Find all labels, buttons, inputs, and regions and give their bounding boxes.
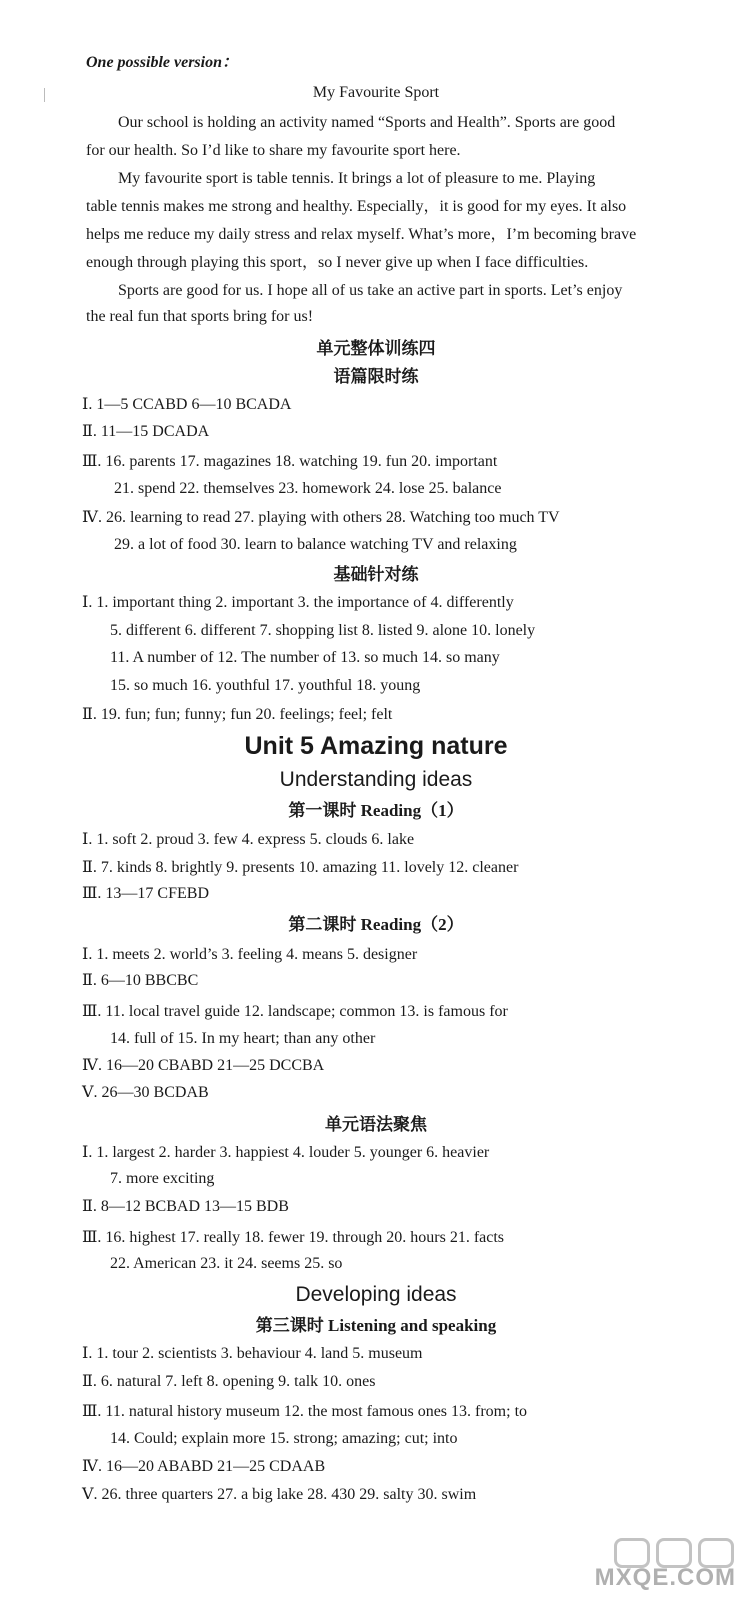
answer-line: Ⅱ. 8—12 BCBAD 13—15 BDB (82, 1198, 289, 1215)
answer-line: Ⅱ. 11—15 DCADA (82, 423, 210, 440)
answer-line: Ⅲ. 11. natural history museum 12. the most famous ones 13. from; to (82, 1403, 528, 1420)
answer-line: 29. a lot of food 30. learn to balance watching TV and relaxing (114, 536, 517, 553)
grammar-heading: 单元语法聚焦 (325, 1115, 427, 1134)
answer-line: 22. American 23. it 24. seems 25. so (110, 1255, 343, 1272)
answer-line: Ⅰ. 1. meets 2. world’s 3. feeling 4. means 5. designer (82, 946, 418, 963)
understanding-ideas-heading: Understanding ideas (279, 768, 473, 791)
essay-line: table tennis makes me strong and healthy. Especially，it is good for my eyes. It also (86, 198, 627, 215)
answer-line: Ⅳ. 26. learning to read 27. playing with others 28. Watching too much TV (82, 509, 560, 526)
answer-line: 7. more exciting (110, 1170, 215, 1187)
answer-line: Ⅰ. 1. soft 2. proud 3. few 4. express 5. clouds 6. lake (82, 831, 415, 848)
answer-line: Ⅰ. 1. important thing 2. important 3. the importance of 4. differently (82, 594, 514, 611)
answer-line: 14. full of 15. In my heart; than any other (110, 1030, 376, 1047)
essay-line: for our health. So I’d like to share my favourite sport here. (86, 142, 461, 159)
essay-line: enough through playing this sport，so I never give up when I face difficulties. (86, 254, 589, 271)
essay-title: My Favourite Sport (312, 84, 440, 101)
answer-line: Ⅰ. 1. largest 2. harder 3. happiest 4. louder 5. younger 6. heavier (82, 1144, 490, 1161)
answer-line: Ⅱ. 19. fun; fun; funny; fun 20. feelings; feel; felt (82, 706, 393, 723)
answer-line: 5. different 6. different 7. shopping list 8. listed 9. alone 10. lonely (110, 622, 536, 639)
essay-line: the real fun that sports bring for us! (86, 308, 314, 325)
answer-line: Ⅱ. 7. kinds 8. brightly 9. presents 10. amazing 11. lovely 12. cleaner (82, 859, 519, 876)
answer-line: Ⅳ. 16—20 CBABD 21—25 DCCBA (82, 1057, 325, 1074)
essay-line: My favourite sport is table tennis. It brings a lot of pleasure to me. Playing (118, 170, 596, 187)
essay-line: helps me reduce my daily stress and relax myself. What’s more，I’m becoming brave (86, 226, 637, 243)
lesson3-heading: 第三课时 Listening and speaking (255, 1316, 497, 1335)
site-watermark (552, 1538, 742, 1594)
watermark-text: MXQE.COM (594, 1564, 736, 1591)
lesson1-heading: 第一课时 Reading（1） (288, 801, 464, 820)
unit5-title: Unit 5 Amazing nature (244, 732, 508, 760)
essay-line: Sports are good for us. I hope all of us take an active part in sports. Let’s enjoy (118, 282, 623, 299)
answer-line: Ⅳ. 16—20 ABABD 21—25 CDAAB (82, 1458, 326, 1475)
answer-line: Ⅲ. 16. parents 17. magazines 18. watching 19. fun 20. important (82, 453, 498, 470)
basic-practice-heading: 基础针对练 (333, 565, 419, 584)
reading-practice-heading: 语篇限时练 (333, 367, 419, 386)
answer-line: Ⅴ. 26. three quarters 27. a big lake 28. 430 29. salty 30. swim (82, 1486, 477, 1503)
answer-line: Ⅲ. 13—17 CFEBD (82, 885, 209, 902)
answer-line: Ⅰ. 1. tour 2. scientists 3. behaviour 4. land 5. museum (82, 1345, 423, 1362)
answer-line: Ⅴ. 26—30 BCDAB (82, 1084, 209, 1101)
answer-line: Ⅰ. 1—5 CCABD 6—10 BCADA (82, 396, 292, 413)
answer-line: 11. A number of 12. The number of 13. so much 14. so many (110, 649, 500, 666)
answer-line: 14. Could; explain more 15. strong; amazing; cut; into (110, 1430, 458, 1447)
essay-line: Our school is holding an activity named “Sports and Health”. Sports are good (118, 114, 616, 131)
answer-line: 21. spend 22. themselves 23. homework 24. lose 25. balance (114, 480, 502, 497)
answer-line: Ⅱ. 6—10 BBCBC (82, 972, 199, 989)
lesson2-heading: 第二课时 Reading（2） (288, 915, 464, 934)
developing-ideas-heading: Developing ideas (295, 1283, 457, 1306)
unit4-heading: 单元整体训练四 (316, 339, 436, 358)
answer-line: Ⅲ. 11. local travel guide 12. landscape; common 13. is famous for (82, 1003, 508, 1020)
essay-label: One possible version： (86, 54, 239, 71)
answer-line: Ⅲ. 16. highest 17. really 18. fewer 19. through 20. hours 21. facts (82, 1229, 505, 1246)
answer-line: Ⅱ. 6. natural 7. left 8. opening 9. talk 10. ones (82, 1373, 376, 1390)
answer-line: 15. so much 16. youthful 17. youthful 18. young (110, 677, 421, 694)
